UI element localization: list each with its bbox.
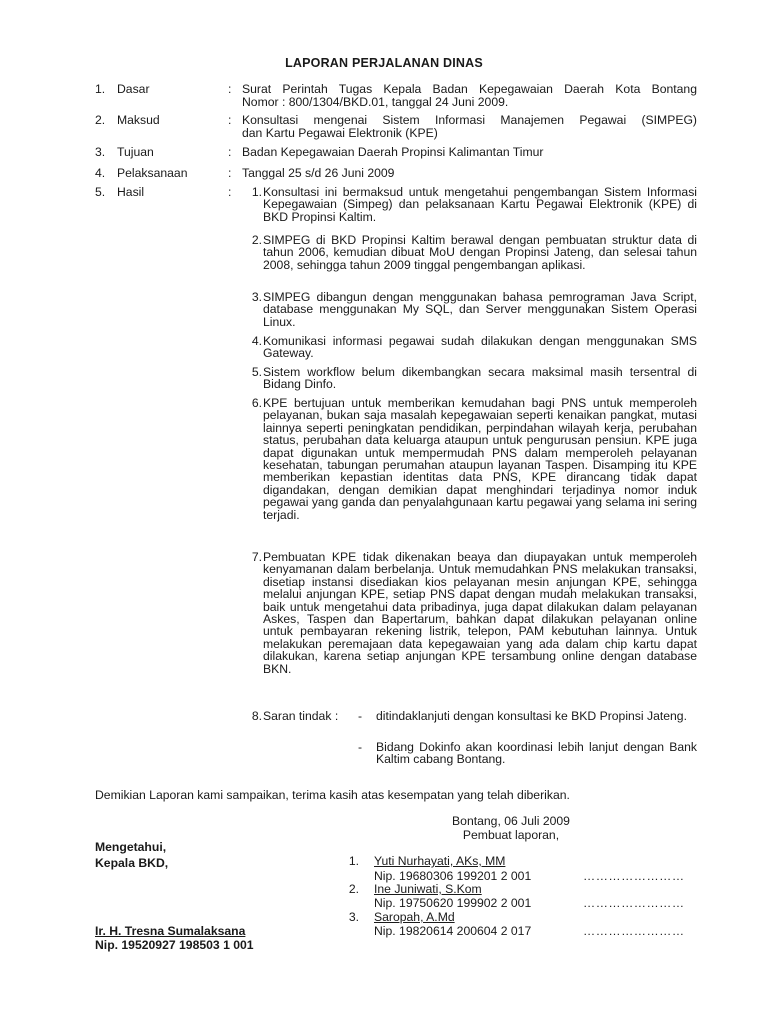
signer-name: Ine Juniwati, S.Kom [374,882,482,896]
hasil-text: Pembuatan KPE tidak dikenakan beaya dan diupayakan untuk memperoleh kenyamanan dalam berbelanja. Untuk memudahkan PNS melakukan transaksi, disetiap instansi disediakan kios pelayanan mesin anjungan KPE, sehingga melalui anjungan KPE, setiap PNS dapat dengan mudah melakukan transaksi, baik untuk mengetahui data pribadinya, juga dapat dilakukan dalam pelayanan Askes, Taspen dan Bapertarum, bahkan dapat dilakukan pelayanan online untuk pembayaran rekening listrik, telepon, PAM kebutuhan lainnya. Untuk melakukan peremajaan data kepegawaian yang ada dalam chip kartu dapat dilakukan, karena setiap anjungan KPE tersambung online dengan database BKN. [263,550,697,676]
item-label: Tujuan [117,145,154,159]
approver-position: Kepala BKD, [95,856,169,870]
approver-nip: Nip. 19520927 198503 1 001 [95,938,254,952]
hasil-number: 8. [251,709,262,723]
signature-line: …………………… [583,896,685,910]
hasil-number: 4. [251,334,262,348]
item-colon: : [228,145,232,159]
signer-name: Saropah, A.Md [374,910,455,924]
signer-nip: Nip. 19750620 199902 2 001 [374,896,532,910]
hasil-text: Komunikasi informasi pegawai sudah dilakukan dengan menggunakan SMS Gateway. [263,334,697,361]
signer-number: 1. [348,854,359,868]
item-label: Dasar [117,82,150,96]
hasil-number: 6. [251,396,262,410]
signature-line: …………………… [583,869,685,883]
hasil-number: 7. [251,550,262,564]
signature-line: …………………… [583,924,685,938]
maker-label: Pembuat laporan, [462,828,560,842]
item-number: 5. [95,185,106,199]
hasil-text: Sistem workflow belum dikembangkan secara maksimal masih tersentral di Bidang Dinfo. [263,365,697,392]
hasil-number: 1. [251,185,262,199]
item-colon: : [228,113,232,127]
hasil-text: Saran tindak : [263,709,339,723]
item-colon: : [228,82,232,96]
item-value-line: Konsultasi mengenai Sistem Informasi Manajemen Pegawai (SIMPEG) [242,113,697,127]
approver-name: Ir. H. Tresna Sumalaksana [95,924,246,938]
signer-nip: Nip. 19820614 200604 2 017 [374,924,532,938]
signer-number: 2. [348,882,359,896]
signer-name: Yuti Nurhayati, AKs, MM [374,854,506,868]
hasil-number: 2. [251,233,262,247]
item-number: 1. [95,82,106,96]
saran-dash: - [358,740,363,754]
saran-text: Bidang Dokinfo akan koordinasi lebih lanjut dengan Bank Kaltim cabang Bontang. [376,740,697,767]
hasil-text: KPE bertujuan untuk memberikan kemudahan bagi PNS untuk memperoleh pelayanan, bukan saja masalah kepegawaian seperti kenaikan pangkat, mutasi lainnya seperti peningkatan pendidikan, perpindahan wilayah kerja, perubahan status, perubahan data keluarga ataupun untuk pengurusan pensiun. KPE juga dapat digunakan untuk mempermudah PNS dalam memperoleh pelayanan kesehatan, tabungan perumahan ataupun layanan Taspen. Disamping itu KPE memberikan kepastian identitas data PNS, KPE dirancang tidak dapat digandakan, dengan demikian dapat menghindari terjadinya nomor induk pegawai yang ganda dan penyalahgunaan kartu pegawai yang selama ini sering terjadi. [263,396,697,522]
item-value-line: Surat Perintah Tugas Kepala Badan Kepegawaian Daerah Kota Bontang [242,82,697,96]
item-number: 2. [95,113,106,127]
approver-acknowledge: Mengetahui, [95,840,167,854]
item-colon: : [228,185,232,199]
hasil-number: 5. [251,365,262,379]
report-title: LAPORAN PERJALANAN DINAS [285,56,483,70]
item-value-line: Tanggal 25 s/d 26 Juni 2009 [242,166,395,180]
item-value-line: Badan Kepegawaian Daerah Propinsi Kalimantan Timur [242,145,544,159]
signer-nip: Nip. 19680306 199201 2 001 [374,869,532,883]
closing-statement: Demikian Laporan kami sampaikan, terima kasih atas kesempatan yang telah diberikan. [95,788,570,802]
item-label: Maksud [117,113,160,127]
item-label: Pelaksanaan [117,166,188,180]
hasil-text: SIMPEG dibangun dengan menggunakan bahasa pemrograman Java Script, database menggunakan My SQL, dan Server menggunakan Sistem Operasi Linux. [263,290,697,329]
item-number: 3. [95,145,106,159]
signer-number: 3. [348,910,359,924]
item-label: Hasil [117,185,145,199]
item-value-line: dan Kartu Pegawai Elektronik (KPE) [242,126,438,140]
place-date: Bontang, 06 Juli 2009 [452,814,570,828]
item-number: 4. [95,166,106,180]
hasil-text: Konsultasi ini bermaksud untuk mengetahui pengembangan Sistem Informasi Kepegawaian (Simpeg) dan pelaksanaan Kartu Pegawai Elektronik (KPE) di BKD Propinsi Kaltim. [263,185,697,224]
saran-text: ditindaklanjuti dengan konsultasi ke BKD Propinsi Jateng. [376,709,687,723]
saran-dash: - [358,709,363,723]
hasil-text: SIMPEG di BKD Propinsi Kaltim berawal dengan pembuatan struktur data di tahun 2006, kemudian dibuat MoU dengan Propinsi Jateng, dan selesai tahun 2008, sehingga tahun 2009 tinggal pengembangan aplikasi. [263,233,697,272]
item-colon: : [228,166,232,180]
hasil-number: 3. [251,290,262,304]
item-value-line: Nomor : 800/1304/BKD.01, tanggal 24 Juni 2009. [242,95,509,109]
